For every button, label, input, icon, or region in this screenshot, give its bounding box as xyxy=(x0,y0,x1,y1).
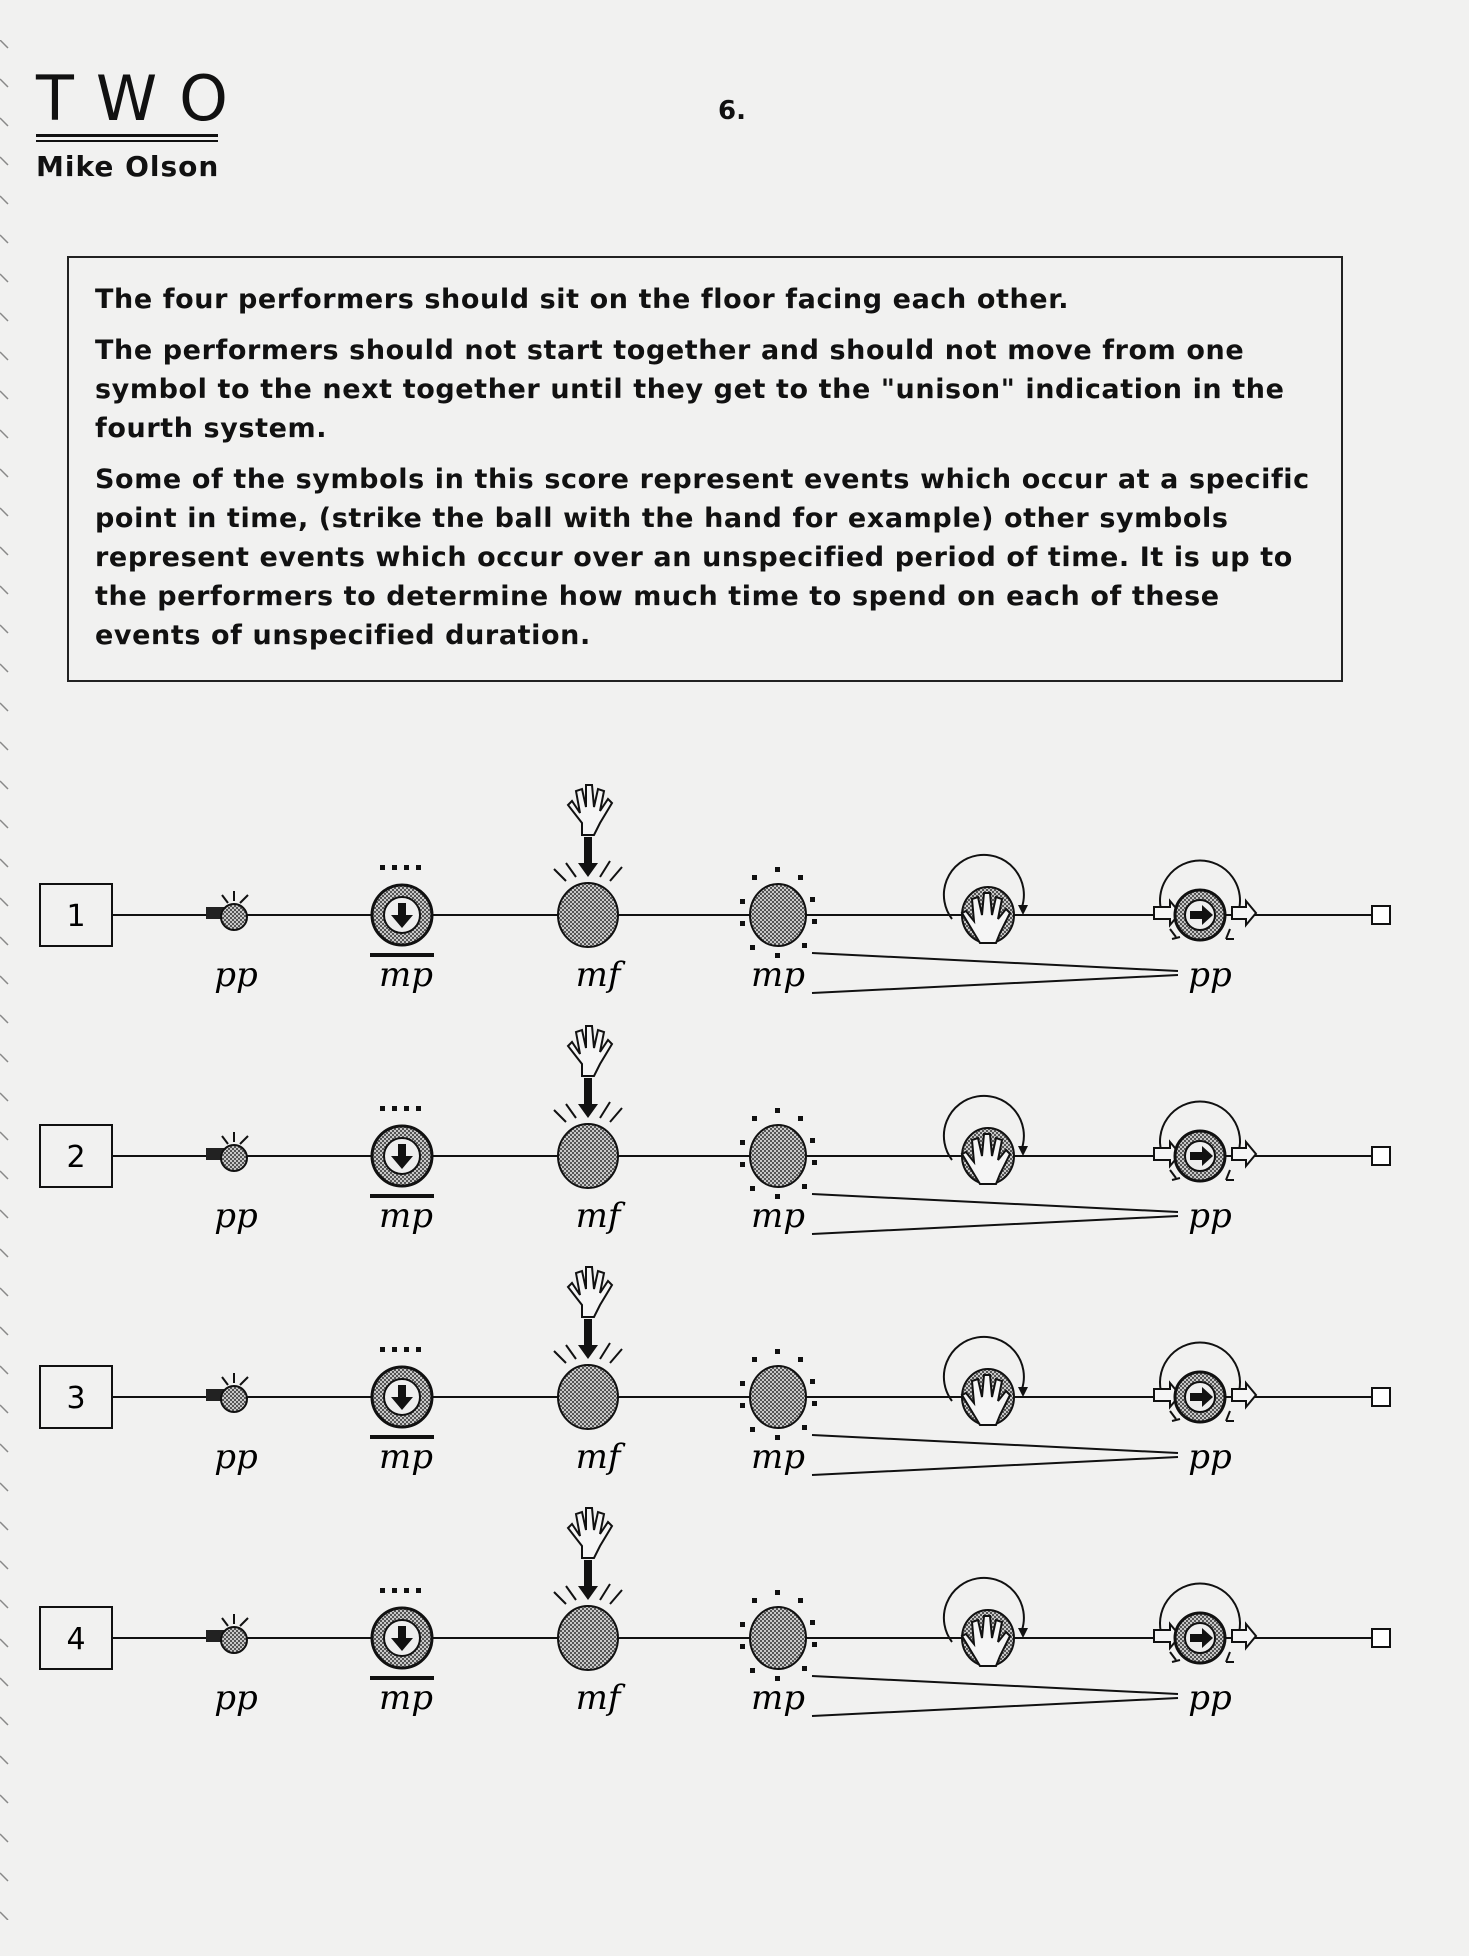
hand-strike-ball-icon xyxy=(554,1267,622,1429)
binding-hole xyxy=(0,235,8,243)
system-number: 2 xyxy=(66,1140,86,1175)
ball-down-arrow-icon xyxy=(370,1347,434,1437)
hand-strike-ball-icon xyxy=(554,1508,622,1670)
hand-circle-icon xyxy=(944,1578,1028,1666)
score-system xyxy=(40,1026,1390,1236)
binding-hole xyxy=(0,1873,8,1881)
ball-right-arrow-circle-icon xyxy=(1154,1102,1256,1181)
system-number: 1 xyxy=(66,899,86,934)
binding-hole xyxy=(0,1795,8,1803)
binding-hole xyxy=(0,1912,8,1920)
dynamic-marking: mp xyxy=(378,1437,434,1477)
hand-strike-ball-icon xyxy=(554,1026,622,1188)
binding-hole xyxy=(0,196,8,204)
dynamic-marking: mp xyxy=(378,955,434,995)
binding-hole xyxy=(0,703,8,711)
dynamic-marking: mp xyxy=(750,1437,806,1477)
instruction-paragraph: The performers should not start together and should not move from one symbol to the next together until they get to the "unison" indication in the fourth system. xyxy=(95,335,1285,444)
binding-hole xyxy=(0,1834,8,1842)
binding-hole xyxy=(0,391,8,399)
whistle-icon xyxy=(206,891,248,930)
score-system xyxy=(40,1267,1390,1477)
binding-hole xyxy=(0,586,8,594)
dynamic-marking: mf xyxy=(575,955,621,995)
end-square-icon xyxy=(1372,1388,1390,1406)
dynamic-marking: pp xyxy=(214,1196,258,1236)
dynamic-marking: mp xyxy=(378,1678,434,1718)
hand-strike-ball-icon xyxy=(554,785,622,947)
whistle-icon xyxy=(206,1373,248,1412)
decrescendo-hairpin xyxy=(812,1435,1178,1475)
dynamic-marking: mp xyxy=(378,1196,434,1236)
hand-circle-icon xyxy=(944,855,1028,943)
piece-title: TWO xyxy=(36,62,250,135)
hand-circle-icon xyxy=(944,1096,1028,1184)
dotted-ball-icon xyxy=(740,1108,817,1199)
score-system xyxy=(40,1508,1390,1718)
binding-hole xyxy=(0,352,8,360)
binding-hole xyxy=(0,118,8,126)
decrescendo-hairpin xyxy=(812,1676,1178,1716)
decrescendo-hairpin xyxy=(812,1194,1178,1234)
dynamic-marking: pp xyxy=(1188,1196,1232,1236)
dynamic-marking: mp xyxy=(750,1196,806,1236)
decrescendo-hairpin xyxy=(812,953,1178,993)
ball-down-arrow-icon xyxy=(370,865,434,955)
hand-circle-icon xyxy=(944,1337,1028,1425)
end-square-icon xyxy=(1372,1629,1390,1647)
dynamic-marking: mp xyxy=(750,1678,806,1718)
binding-hole xyxy=(0,469,8,477)
page-number: 6. xyxy=(718,96,746,126)
binding-hole xyxy=(0,157,8,165)
ball-right-arrow-circle-icon xyxy=(1154,861,1256,940)
ball-right-arrow-circle-icon xyxy=(1154,1343,1256,1422)
dynamic-marking: pp xyxy=(214,955,258,995)
whistle-icon xyxy=(206,1132,248,1171)
score-system xyxy=(40,785,1390,995)
dynamic-marking: mp xyxy=(750,955,806,995)
system-number: 4 xyxy=(66,1622,86,1657)
dynamic-marking: mf xyxy=(575,1196,621,1236)
instructions-box xyxy=(67,256,1343,682)
dotted-ball-icon xyxy=(740,1590,817,1681)
binding-hole xyxy=(0,79,8,87)
dynamic-marking: mf xyxy=(575,1437,621,1477)
system-number: 3 xyxy=(66,1381,86,1416)
dynamic-marking: mf xyxy=(575,1678,621,1718)
binding-hole xyxy=(0,1756,8,1764)
dynamic-marking: pp xyxy=(1188,1437,1232,1477)
binding-hole xyxy=(0,664,8,672)
dynamic-marking: pp xyxy=(214,1437,258,1477)
binding-hole xyxy=(0,547,8,555)
binding-hole xyxy=(0,508,8,516)
end-square-icon xyxy=(1372,906,1390,924)
binding-hole xyxy=(0,313,8,321)
dynamic-marking: pp xyxy=(1188,1678,1232,1718)
ball-down-arrow-icon xyxy=(370,1588,434,1678)
whistle-icon xyxy=(206,1614,248,1653)
binding-hole xyxy=(0,625,8,633)
dynamic-marking: pp xyxy=(1188,955,1232,995)
dynamic-marking: pp xyxy=(214,1678,258,1718)
title-underline xyxy=(36,134,218,142)
binding-hole xyxy=(0,430,8,438)
instruction-paragraph: The four performers should sit on the floor facing each other. xyxy=(95,284,1070,315)
end-square-icon xyxy=(1372,1147,1390,1165)
ball-down-arrow-icon xyxy=(370,1106,434,1196)
ball-right-arrow-circle-icon xyxy=(1154,1584,1256,1663)
binding-hole xyxy=(0,40,8,48)
dotted-ball-icon xyxy=(740,867,817,958)
composer-name: Mike Olson xyxy=(36,150,220,183)
dotted-ball-icon xyxy=(740,1349,817,1440)
score-systems xyxy=(0,740,1469,1740)
instruction-paragraph: Some of the symbols in this score represent events which occur at a specific point in time, (strike the ball with the hand for example) other symbols represent events which occur over an unspecified period of time. It is up to the performers to determine how much time to spend on each of these events of unspecified duration. xyxy=(95,464,1310,651)
binding-hole xyxy=(0,274,8,282)
